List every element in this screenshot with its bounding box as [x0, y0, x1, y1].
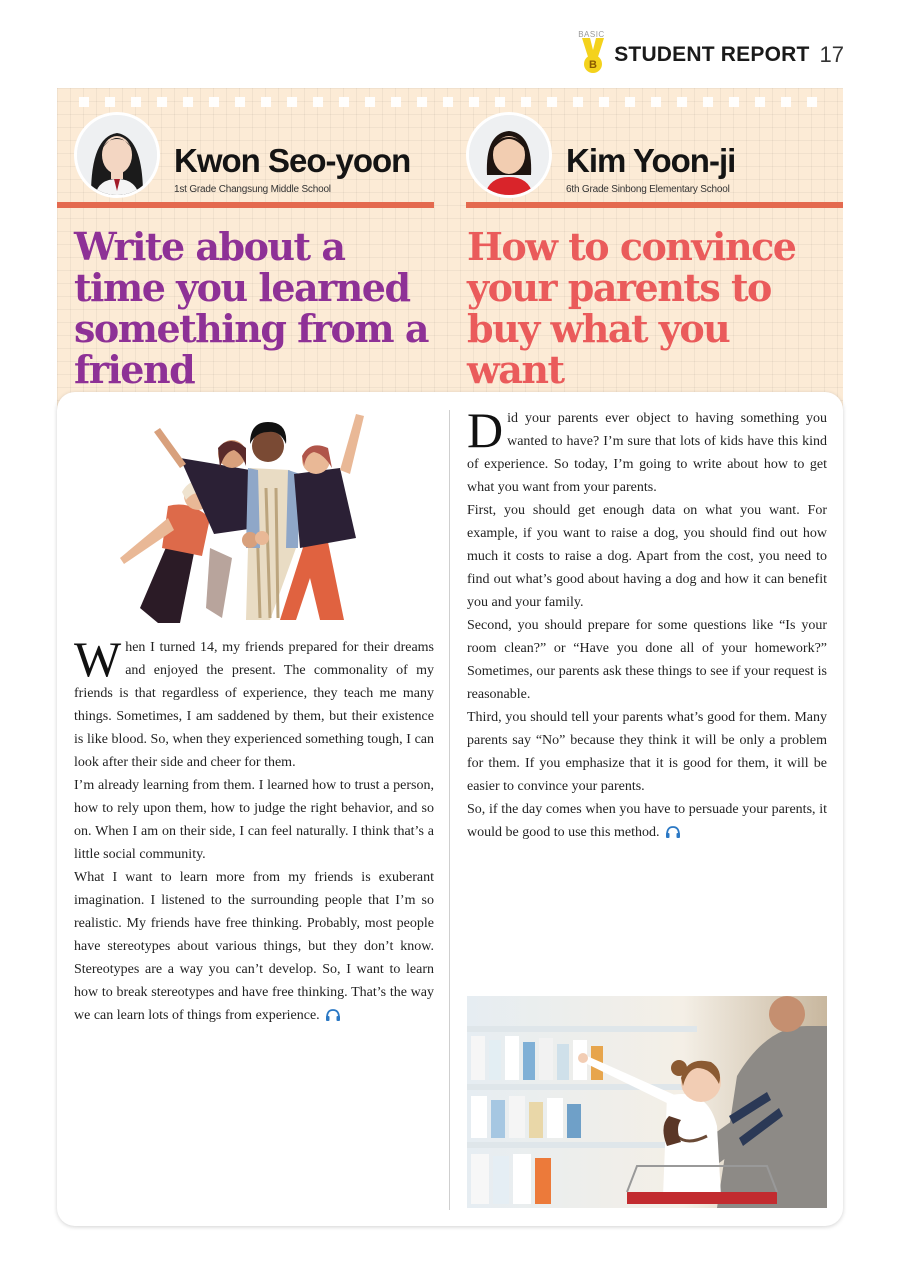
paragraph: I’m already learning from them. I learned how to trust a person, how to rely upon them, how to judge the right behavior, and so on. When I am on their side, I can feel naturally. I think that’s a little social community.	[74, 778, 434, 862]
left-article-body	[74, 631, 434, 1027]
basic-logo	[578, 30, 608, 74]
author-avatar	[466, 112, 552, 198]
right-article-body	[467, 402, 827, 844]
paragraph: Third, you should tell your parents what’s good for them. Many parents say “No” because they think it will be only a problem for them. If you emphasize that it is good for them, it will be easier to convince your parents.	[467, 710, 827, 794]
right-article-title: How to convince your parents to buy what you want	[467, 224, 796, 392]
paragraph: First, you should get enough data on what you want. For example, if you want to raise a dog, you should find out how much it costs to raise a dog. Apart from the cost, you need to find out what’s good about having a dog and how it can benefit you and your family.	[467, 503, 827, 610]
report-label: STUDENT REPORT	[614, 43, 810, 66]
left-article-title: Write about a time you learned something from a friend	[74, 224, 428, 392]
paragraph-text: What I want to learn more from my friends is exuberant imagination. I listened to the surrounding people that I’m so realistic. My friends have free thinking. Probably, most people have stereotypes about various things, but they don’t know. Stereotypes are a way you can’t develop. So, I want to learn how to break stereotypes and have free thinking. That’s the way we can learn lots of things from experience.	[74, 870, 434, 1023]
logo-small-text: BASIC	[578, 30, 605, 39]
paragraph	[467, 402, 827, 499]
headphones-icon	[665, 825, 681, 839]
logo-letter: B	[589, 59, 598, 71]
v-badge-icon	[578, 36, 608, 74]
left-author-school: 1st Grade Changsung Middle School	[174, 184, 331, 195]
girl-portrait-icon	[77, 115, 157, 195]
right-author-school: 6th Grade Sinbong Elementary School	[566, 184, 730, 195]
supermarket-photo	[467, 996, 827, 1208]
paragraph-text: So, if the day comes when you have to persuade your parents, it would be good to use this method.	[467, 802, 827, 840]
drop-cap: W	[74, 631, 122, 687]
friends-illustration	[110, 408, 380, 630]
paragraph	[74, 866, 434, 1027]
paragraph	[74, 631, 434, 774]
page-header	[578, 30, 844, 74]
paragraph-text: hen I turned 14, my friends prepared for their dreams and enjoyed the present. The commonality of my friends is that regardless of experience, they teach me many things. Sometimes, I am saddened by them, but their existence is like blood. So, when they experienced something tough, I can look after their side and cheer for them.	[74, 640, 434, 770]
drop-cap: D	[467, 402, 504, 458]
paragraph-text: id your parents ever object to having something you wanted to have? I’m sure that lots of kids have this kind of experience. So today, I’m going to write about how to get what you want from your parents.	[467, 411, 827, 495]
headphones-icon	[325, 1008, 341, 1022]
left-author-name: Kwon Seo-yoon	[174, 142, 411, 179]
left-title-rule	[57, 202, 434, 208]
right-title-rule	[466, 202, 843, 208]
page-number: 17	[819, 42, 844, 67]
column-divider	[449, 410, 450, 1210]
girl-portrait-icon	[469, 115, 549, 195]
right-author-name: Kim Yoon-ji	[566, 142, 736, 179]
author-avatar	[74, 112, 160, 198]
paragraph: Second, you should prepare for some questions like “Is your room clean?” or “Have you done all of your homework?” Sometimes, our parents ask these things to see if your request is reasonable.	[467, 618, 827, 702]
paragraph	[467, 798, 827, 844]
dot-strip	[79, 97, 829, 107]
